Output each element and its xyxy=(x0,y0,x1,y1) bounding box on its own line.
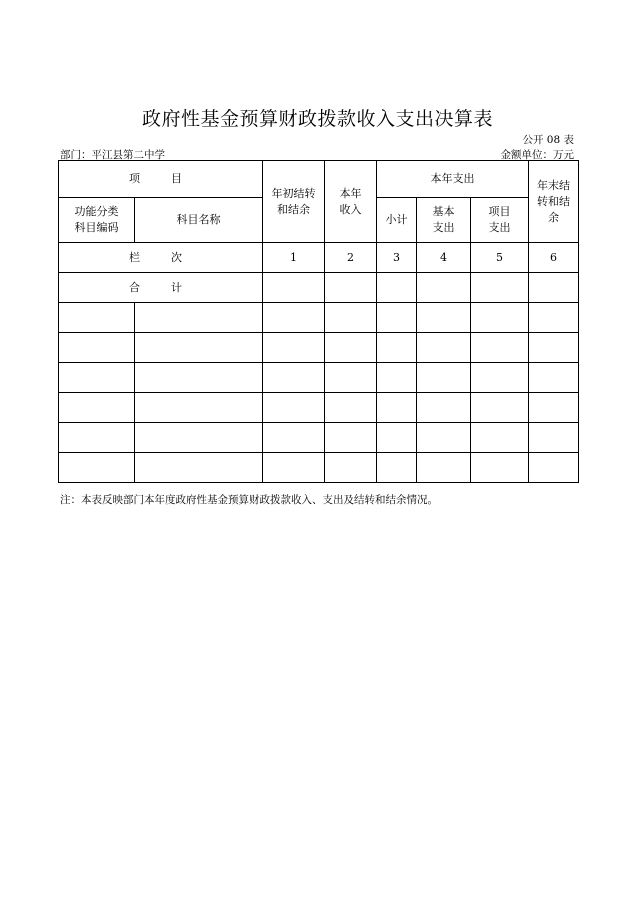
row-basic xyxy=(417,303,471,333)
row-code xyxy=(59,453,135,483)
header-project: 项目支出 xyxy=(471,198,529,243)
row-basic xyxy=(417,423,471,453)
total-cell xyxy=(325,273,377,303)
header-item: 项 目 xyxy=(59,161,263,198)
header-end-balance: 年末结转和结余 xyxy=(529,161,579,243)
row-project xyxy=(471,393,529,423)
row-code xyxy=(59,393,135,423)
column-number-label: 栏 次 xyxy=(59,243,263,273)
row-name xyxy=(135,393,263,423)
row-project xyxy=(471,423,529,453)
row-name xyxy=(135,333,263,363)
column-number-3: 3 xyxy=(377,243,417,273)
budget-table xyxy=(58,160,579,483)
row-income xyxy=(325,303,377,333)
header-income: 本年收入 xyxy=(325,161,377,243)
row-begin xyxy=(263,363,325,393)
column-number-6: 6 xyxy=(529,243,579,273)
row-begin xyxy=(263,453,325,483)
table-row xyxy=(59,363,579,393)
table-row xyxy=(59,453,579,483)
row-code xyxy=(59,333,135,363)
row-end xyxy=(529,333,579,363)
row-begin xyxy=(263,423,325,453)
page-title: 政府性基金预算财政拨款收入支出决算表 xyxy=(141,108,493,130)
table-row xyxy=(59,393,579,423)
header-func-code: 功能分类科目编码 xyxy=(59,198,135,243)
total-cell xyxy=(417,273,471,303)
total-cell xyxy=(377,273,417,303)
total-cell xyxy=(471,273,529,303)
table-row xyxy=(59,303,579,333)
column-number-2: 2 xyxy=(325,243,377,273)
row-income xyxy=(325,393,377,423)
header-subject-name: 科目名称 xyxy=(135,198,263,243)
table-row xyxy=(59,423,579,453)
header-subtotal: 小计 xyxy=(377,198,417,243)
footnote: 注：本表反映部门本年度政府性基金预算财政拨款收入、支出及结转和结余情况。 xyxy=(60,494,438,506)
row-code xyxy=(59,363,135,393)
column-number-5: 5 xyxy=(471,243,529,273)
row-subtotal xyxy=(377,393,417,423)
row-name xyxy=(135,453,263,483)
column-number-row xyxy=(59,243,579,273)
total-cell xyxy=(263,273,325,303)
column-number-4: 4 xyxy=(417,243,471,273)
total-cell xyxy=(529,273,579,303)
row-project xyxy=(471,303,529,333)
total-label: 合 计 xyxy=(59,273,263,303)
row-end xyxy=(529,423,579,453)
row-end xyxy=(529,393,579,423)
row-code xyxy=(59,423,135,453)
row-name xyxy=(135,423,263,453)
row-subtotal xyxy=(377,363,417,393)
total-row xyxy=(59,273,579,303)
row-project xyxy=(471,363,529,393)
row-project xyxy=(471,453,529,483)
row-begin xyxy=(263,393,325,423)
row-end xyxy=(529,363,579,393)
row-basic xyxy=(417,333,471,363)
row-begin xyxy=(263,333,325,363)
column-number-1: 1 xyxy=(263,243,325,273)
header-begin-balance: 年初结转和结余 xyxy=(263,161,325,243)
unit-label: 金额单位：万元 xyxy=(500,149,574,161)
row-income xyxy=(325,423,377,453)
table-header xyxy=(59,161,579,243)
header-basic: 基本支出 xyxy=(417,198,471,243)
row-end xyxy=(529,303,579,333)
row-income xyxy=(325,363,377,393)
row-subtotal xyxy=(377,333,417,363)
row-end xyxy=(529,453,579,483)
row-name xyxy=(135,363,263,393)
row-income xyxy=(325,333,377,363)
row-subtotal xyxy=(377,453,417,483)
row-income xyxy=(325,453,377,483)
header-expenditure: 本年支出 xyxy=(377,161,529,198)
row-basic xyxy=(417,393,471,423)
row-subtotal xyxy=(377,303,417,333)
row-name xyxy=(135,303,263,333)
row-begin xyxy=(263,303,325,333)
department-label: 部门：平江县第二中学 xyxy=(60,149,165,161)
row-basic xyxy=(417,453,471,483)
row-project xyxy=(471,333,529,363)
table-body xyxy=(59,243,579,483)
row-basic xyxy=(417,363,471,393)
table-row xyxy=(59,333,579,363)
row-subtotal xyxy=(377,423,417,453)
row-code xyxy=(59,303,135,333)
form-code: 公开 08 表 xyxy=(522,134,574,146)
